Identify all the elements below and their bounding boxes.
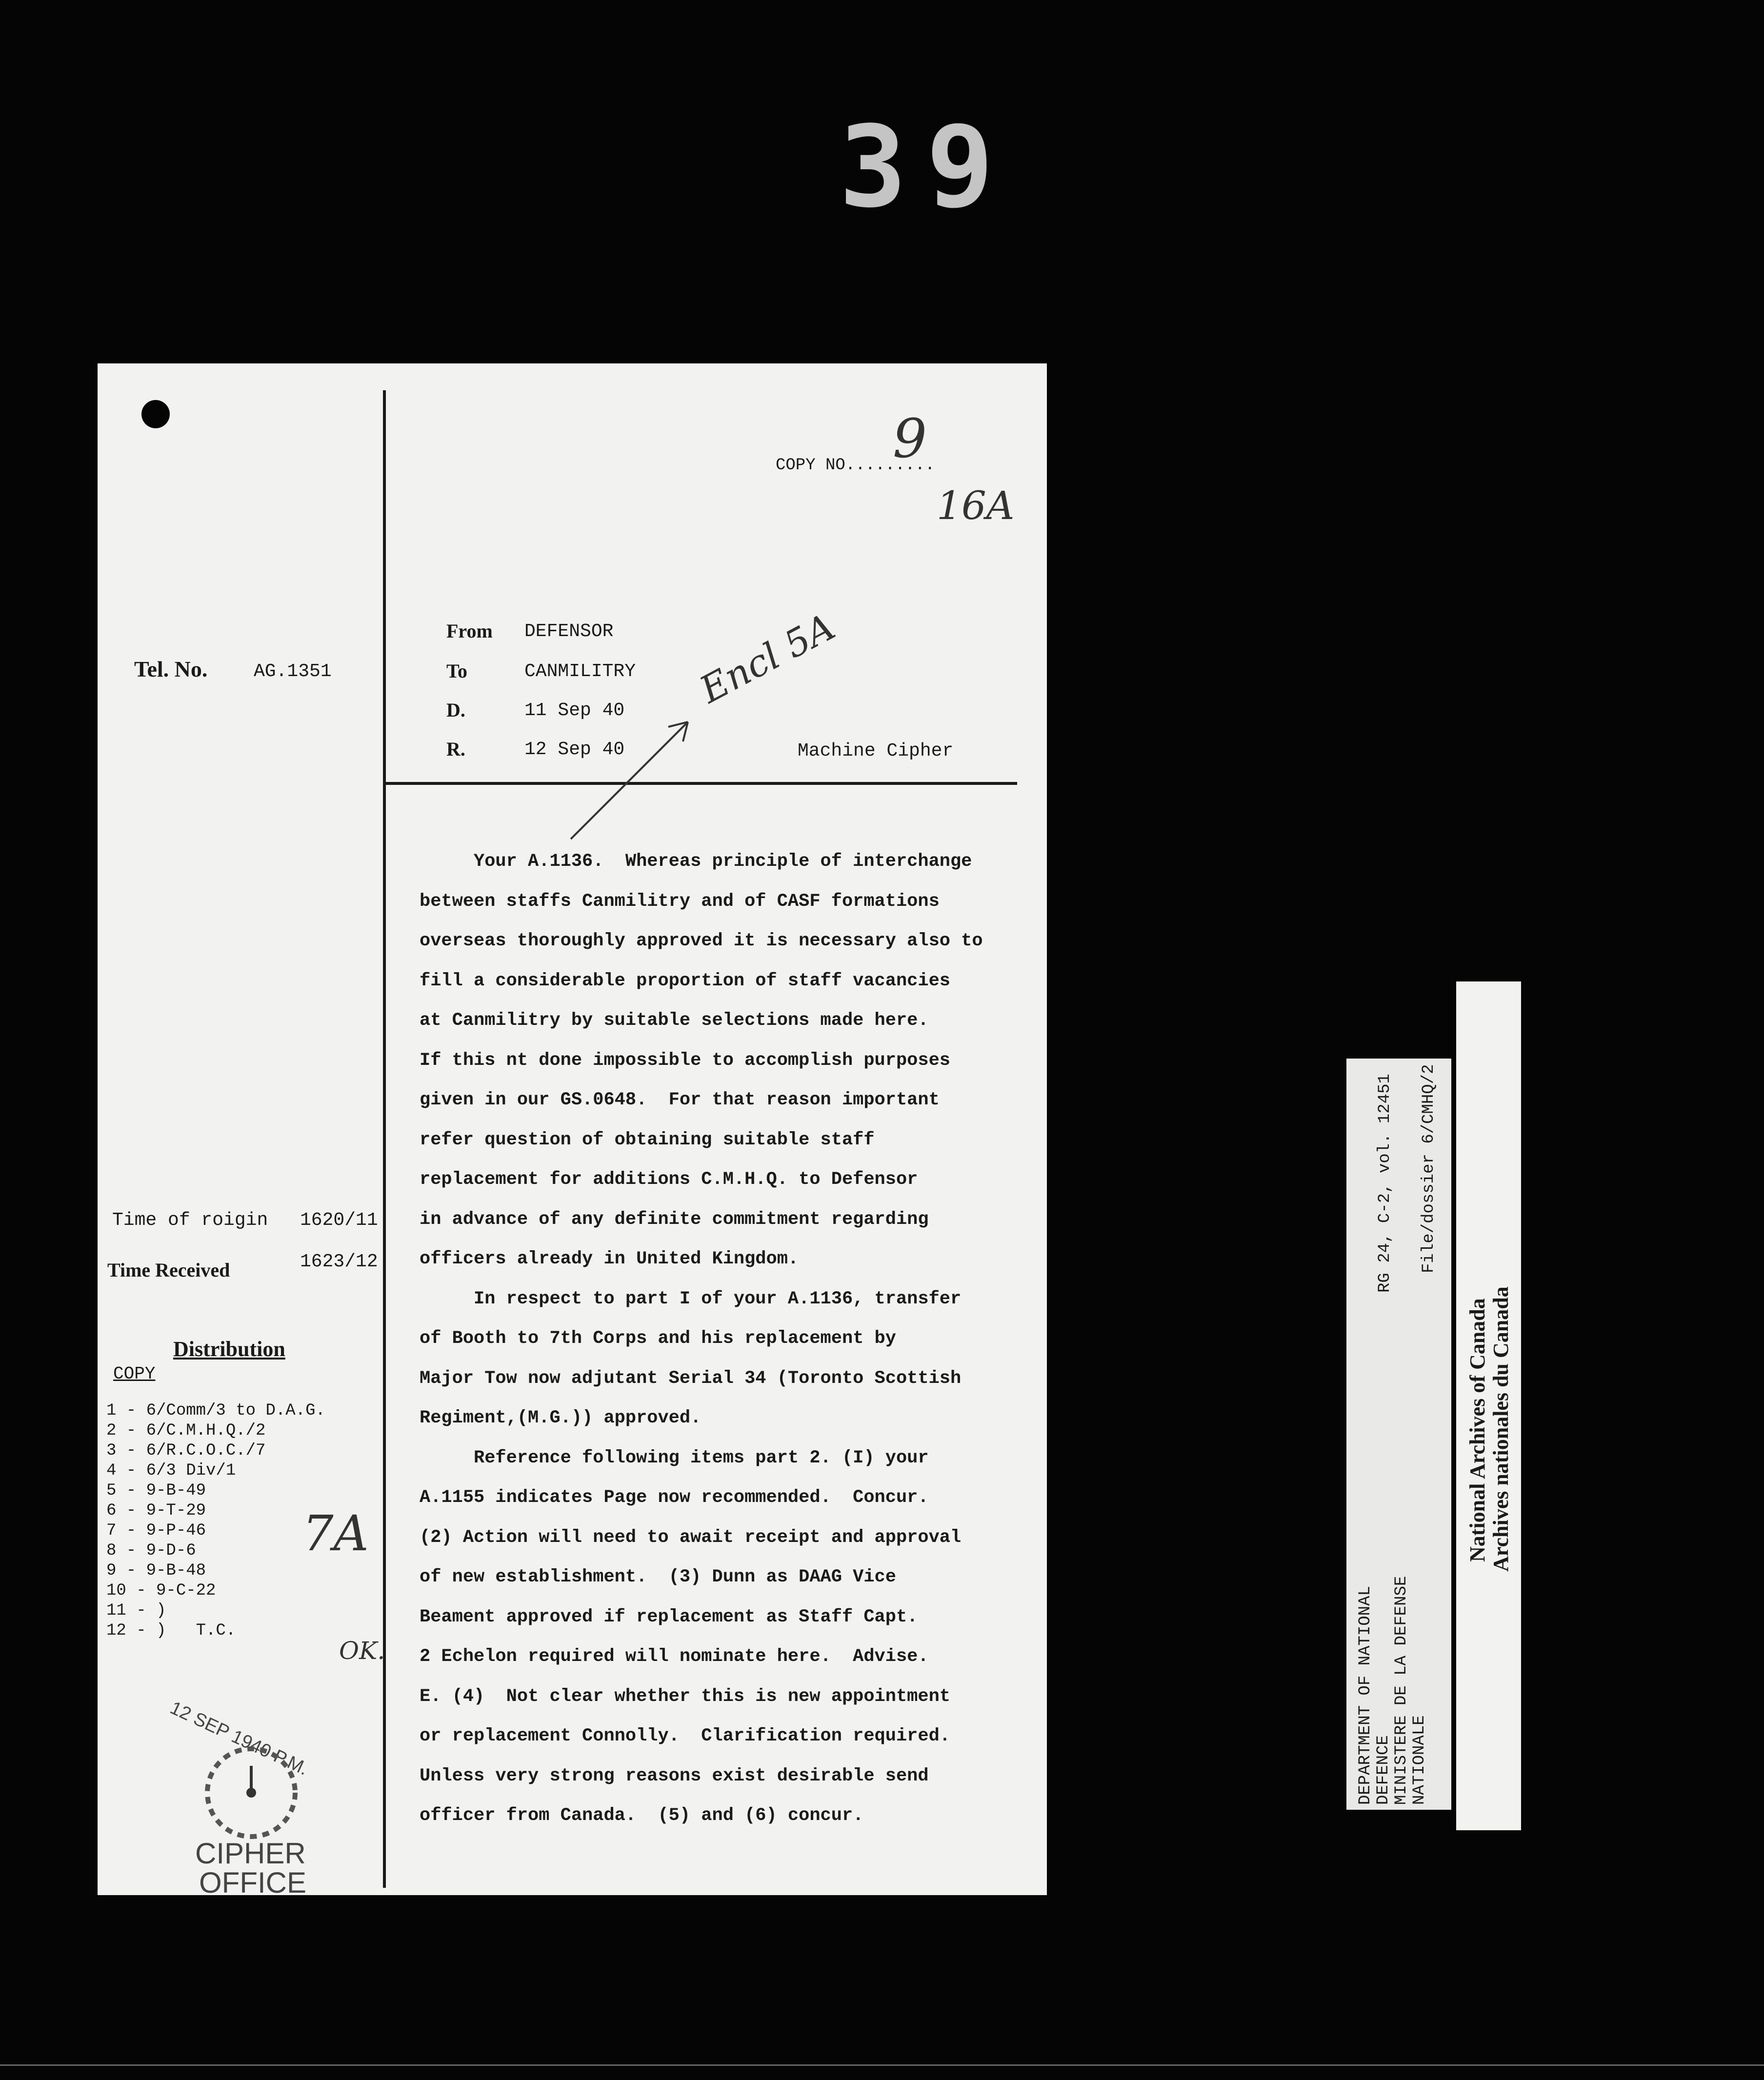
distribution-line: 9 - 9-B-48 — [106, 1561, 206, 1580]
body-line: officers already in United Kingdom. — [420, 1249, 799, 1269]
body-line: Beament approved if replacement as Staff Capt. — [420, 1606, 918, 1627]
tel-no-value: AG.1351 — [254, 661, 332, 682]
body-line: E. (4) Not clear whether this is new appointment — [420, 1686, 950, 1707]
film-edge-line — [0, 2064, 1764, 2066]
distribution-line: 5 - 9-B-49 — [106, 1481, 206, 1500]
copy-no-label: COPY NO......... — [776, 456, 935, 475]
dept-name-line3: MINISTERE DE LA DEFENSE — [1392, 1576, 1411, 1805]
stamp-clock-dial — [195, 1737, 307, 1849]
r-label: R. — [446, 738, 465, 760]
body-line: Major Tow now adjutant Serial 34 (Toronto Scottish — [420, 1368, 962, 1389]
margin-note-7a: 7A — [302, 1505, 369, 1562]
archives-name-fr: Archives nationales du Canada — [1489, 1286, 1513, 1572]
time-received-label: Time Received — [107, 1259, 230, 1281]
record-group-ref: RG 24, C-2, vol. 12451 — [1376, 1074, 1394, 1293]
distribution-line: 2 - 6/C.M.H.Q./2 — [106, 1421, 266, 1440]
distribution-line: 7 - 9-P-46 — [106, 1521, 206, 1540]
to-value: CANMILITRY — [524, 661, 636, 682]
dept-name-line1: DEPARTMENT OF NATIONAL — [1356, 1586, 1375, 1805]
body-line: refer question of obtaining suitable staff — [420, 1129, 875, 1150]
national-archives-label — [1456, 981, 1521, 1830]
body-line: between staffs Canmilitry and of CASF formations — [420, 891, 940, 912]
body-line: (2) Action will need to await receipt and approval — [420, 1527, 962, 1548]
frame-number: 39 — [839, 102, 1013, 233]
body-line: Your A.1136. Whereas principle of interchange — [420, 851, 972, 872]
dept-name-line4: NATIONALE — [1410, 1715, 1429, 1805]
body-line: Reference following items part 2. (I) your — [420, 1447, 929, 1468]
distribution-line: 8 - 9-D-6 — [106, 1541, 196, 1560]
time-origin-value: 1620/11 — [300, 1210, 378, 1231]
body-line: at Canmilitry by suitable selections made here. — [420, 1010, 929, 1031]
time-received-value: 1623/12 — [300, 1251, 378, 1272]
from-value: DEFENSOR — [524, 621, 614, 642]
distribution-line: 10 - 9-C-22 — [106, 1581, 216, 1600]
distribution-line: 3 - 6/R.C.O.C./7 — [106, 1441, 266, 1460]
d-value: 11 Sep 40 — [524, 700, 625, 721]
cipher-method: Machine Cipher — [798, 740, 954, 761]
body-line: 2 Echelon required will nominate here. Advise. — [420, 1646, 929, 1667]
cipher-office-stamp — [167, 1678, 332, 1899]
dept-name-line2: DEFENCE — [1374, 1735, 1393, 1805]
body-line: officer from Canada. (5) and (6) concur. — [420, 1805, 864, 1826]
body-line: overseas thoroughly approved it is necessary also to — [420, 931, 983, 951]
distribution-title: Distribution — [173, 1337, 285, 1361]
ok-note: OK. — [339, 1637, 385, 1665]
body-line: A.1155 indicates Page now recommended. Concur. — [420, 1487, 929, 1508]
body-line: Regiment,(M.G.)) approved. — [420, 1408, 702, 1428]
distribution-list — [106, 1401, 325, 1641]
file-dossier-ref: File/dossier 6/CMHQ/2 — [1420, 1064, 1438, 1273]
body-line: Unless very strong reasons exist desirable send — [420, 1765, 929, 1786]
body-line: or replacement Connolly. Clarification required. — [420, 1726, 950, 1746]
stamp-date: 12 SEP 1940 P.M. — [167, 1698, 312, 1780]
archives-name-en: National Archives of Canada — [1465, 1298, 1489, 1562]
distribution-line: 11 - ) — [106, 1601, 166, 1620]
copy-header: COPY — [113, 1364, 156, 1384]
archive-reference-label — [1346, 1059, 1451, 1810]
file-ref-annotation: 16A — [937, 483, 1015, 528]
to-label: To — [446, 660, 468, 682]
d-label: D. — [446, 699, 465, 721]
copy-no-value: 9 — [893, 407, 927, 470]
distribution-line: 6 - 9-T-29 — [106, 1501, 206, 1520]
tel-no-label: Tel. No. — [134, 657, 208, 681]
stamp-office-line1: CIPHER — [195, 1837, 306, 1870]
annotation-arrow — [561, 702, 707, 849]
message-body — [420, 842, 983, 1836]
distribution-line: 4 - 6/3 Div/1 — [106, 1461, 236, 1480]
body-line: of Booth to 7th Corps and his replacement by — [420, 1328, 896, 1349]
distribution-line: 12 - ) T.C. — [106, 1621, 236, 1640]
from-label: From — [446, 620, 493, 642]
punch-hole — [141, 400, 170, 428]
body-line: In respect to part I of your A.1136, transfer — [420, 1288, 962, 1309]
distribution-line: 1 - 6/Comm/3 to D.A.G. — [106, 1401, 325, 1420]
time-origin-label: Time of roigin — [112, 1210, 268, 1231]
body-line: If this nt done impossible to accomplish purposes — [420, 1050, 950, 1071]
body-line: replacement for additions C.M.H.Q. to Defensor — [420, 1169, 918, 1190]
body-line: of new establishment. (3) Dunn as DAAG Vice — [420, 1567, 896, 1587]
body-line: given in our GS.0648. For that reason important — [420, 1090, 940, 1110]
body-line: in advance of any definite commitment regarding — [420, 1209, 929, 1230]
body-line: fill a considerable proportion of staff vacancies — [420, 970, 950, 991]
r-value: 12 Sep 40 — [524, 739, 625, 760]
stamp-office-line2: OFFICE — [199, 1866, 306, 1899]
encl-annotation: Encl 5A — [693, 604, 842, 712]
